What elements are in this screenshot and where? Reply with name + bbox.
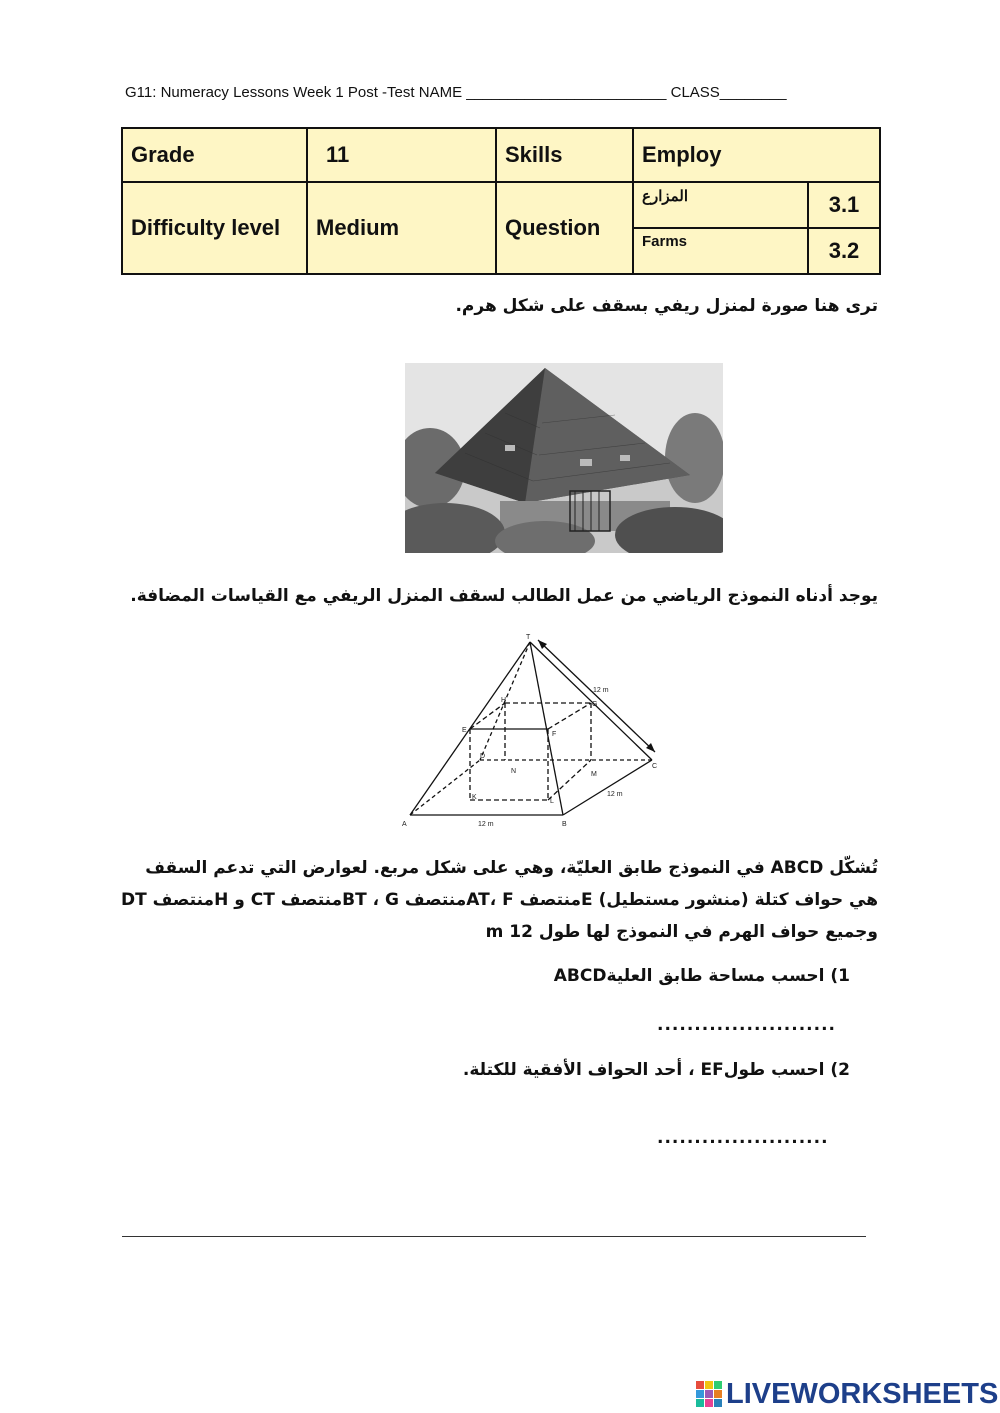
- house-photo: [405, 363, 723, 553]
- topic-english: Farms: [633, 228, 808, 274]
- info-table: [121, 127, 881, 275]
- label-g: G: [592, 701, 598, 708]
- label-d: D: [480, 753, 486, 760]
- label-f: F: [552, 731, 557, 738]
- pyramid-diagram: [400, 630, 665, 832]
- label-n: N: [511, 768, 517, 775]
- label-l: L: [550, 798, 554, 805]
- worksheet-header: G11: Numeracy Lessons Week 1 Post -Test NAME ________________________ CLASS________: [125, 84, 787, 101]
- label-b: B: [562, 821, 567, 828]
- question-2-number: 2): [830, 1060, 850, 1080]
- pyramid-model-svg: [400, 630, 665, 832]
- question-2: [150, 1060, 850, 1080]
- label-h: H: [501, 697, 507, 704]
- measure-right: 12 m: [607, 791, 623, 798]
- question-number-2: 3.2: [808, 228, 880, 274]
- logo-icon: [696, 1381, 722, 1407]
- description-paragraph: تُشكّل ABCD في النموذج طابق العليّة، وهي على شكل مربع. لعوارض التي تدعم السقف هي حواف كتلة (منشور مستطيل) Eمنتصف AT، Fمنتصف BT ، Gمنتصف CT و Hمنتصف DT وجميع حواف الهرم في النموذج لها طول m 12: [121, 858, 878, 942]
- label-c: C: [652, 763, 658, 770]
- topic-arabic: المزارع: [633, 182, 808, 228]
- grade-value: 11: [307, 128, 496, 182]
- answer-field-1[interactable]: ........................: [657, 1015, 836, 1035]
- question-2-text: احسب طولEF ، أحد الحواف الأفقية للكتلة.: [462, 1060, 825, 1080]
- house-photo-illustration: [405, 363, 723, 553]
- question-number-1: 3.1: [808, 182, 880, 228]
- measure-bottom: 12 m: [478, 821, 494, 828]
- question-1-number: 1): [830, 966, 850, 986]
- difficulty-label: Difficulty level: [122, 182, 307, 274]
- label-e: E: [462, 727, 467, 734]
- bottom-divider: [122, 1236, 866, 1237]
- label-k: K: [472, 794, 477, 801]
- label-a: A: [402, 821, 407, 828]
- skills-value: Employ: [633, 128, 880, 182]
- difficulty-value: Medium: [307, 182, 496, 274]
- measure-top: 12 m: [593, 687, 609, 694]
- label-t: T: [526, 634, 531, 641]
- question-1-text: احسب مساحة طابق العليةABCD: [553, 966, 825, 986]
- question-label: Question: [496, 182, 633, 274]
- question-1: [150, 966, 850, 986]
- answer-field-2[interactable]: .......................: [657, 1128, 829, 1148]
- label-m: M: [591, 771, 597, 778]
- liveworksheets-logo: [696, 1378, 998, 1410]
- intro-paragraph: ترى هنا صورة لمنزل ريفي بسقف على شكل هرم.: [455, 296, 878, 316]
- model-paragraph: يوجد أدناه النموذج الرياضي من عمل الطالب لسقف المنزل الريفي مع القياسات المضافة.: [130, 586, 878, 606]
- grade-label: Grade: [122, 128, 307, 182]
- logo-text: LIVEWORKSHEETS: [726, 1377, 999, 1410]
- skills-label: Skills: [496, 128, 633, 182]
